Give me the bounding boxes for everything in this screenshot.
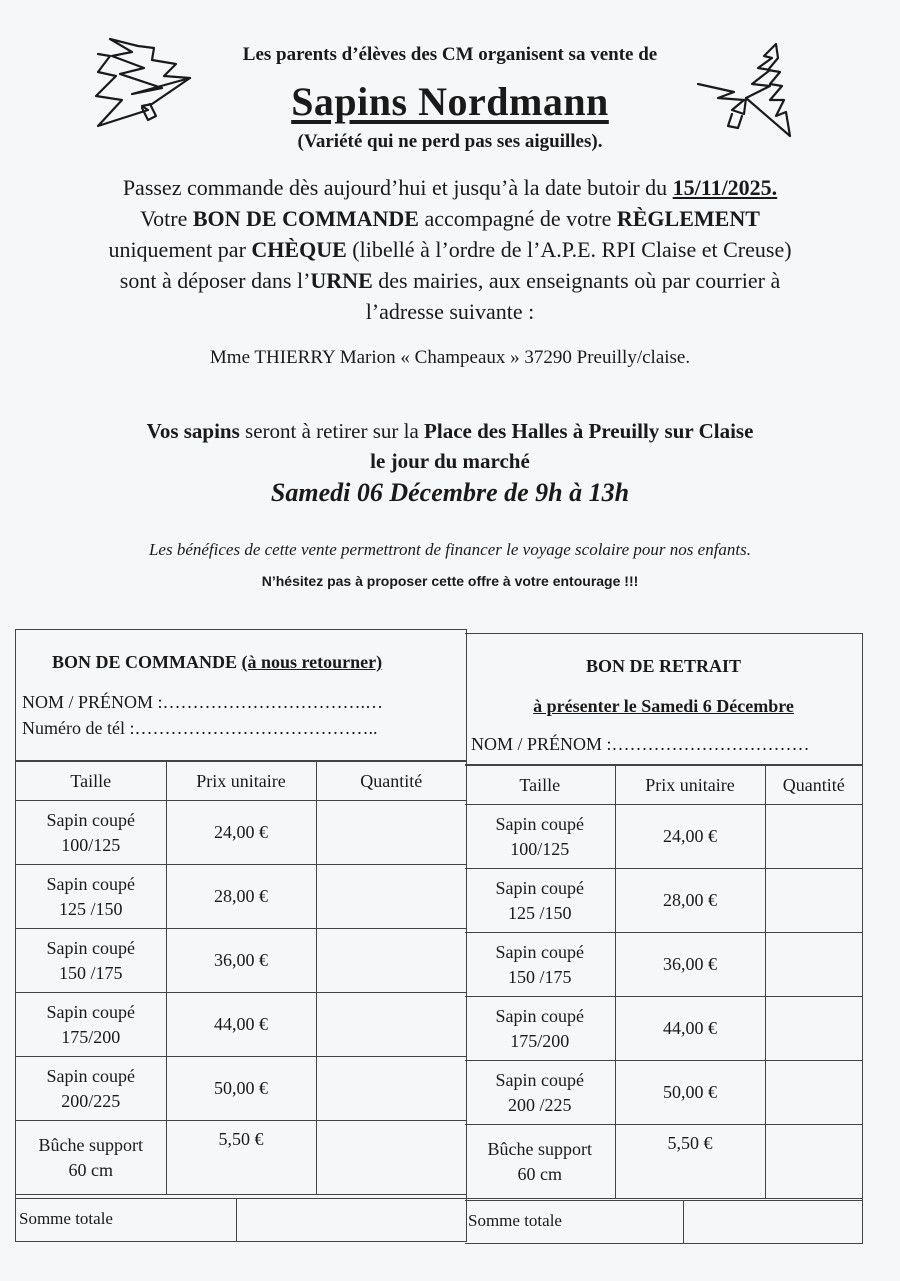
table-row <box>16 1121 466 1195</box>
price-cell: 24,00 € <box>166 801 316 865</box>
pickup-day: le jour du marché <box>370 449 530 473</box>
size-cell <box>16 993 166 1057</box>
size-label: Sapin coupé <box>46 937 135 958</box>
instructions-line1: Passez commande dès aujourd’hui et jusqu’à la date butoir du <box>122 175 673 200</box>
size-cell <box>16 865 166 929</box>
size-range: 150 /175 <box>507 966 572 987</box>
payment-emphasis: RÈGLEMENT <box>616 206 760 231</box>
size-label: Bûche support <box>487 1138 592 1159</box>
order-form-title-note: (à nous retourner) <box>241 652 383 672</box>
size-cell <box>465 805 615 869</box>
quantity-cell[interactable] <box>765 997 862 1061</box>
size-cell <box>465 933 615 997</box>
instructions-text: (libellé à l’ordre de l’A.P.E. RPI Claise et Creuse) <box>346 237 792 262</box>
pickup-date: Samedi 06 Décembre de 9h à 13h <box>270 478 630 507</box>
instructions-text: accompagné de votre <box>418 206 617 231</box>
size-range: 100/125 <box>510 838 570 859</box>
size-range: 150 /175 <box>58 962 123 983</box>
quantity-cell[interactable] <box>765 1061 862 1125</box>
order-form <box>15 629 467 1242</box>
size-label: Sapin coupé <box>46 1065 135 1086</box>
size-range: 125 /150 <box>507 902 572 923</box>
total-label: Somme totale <box>19 1209 113 1228</box>
column-header: Quantité <box>765 766 862 805</box>
size-label: Sapin coupé <box>495 1069 584 1090</box>
price-cell: 28,00 € <box>166 865 316 929</box>
order-form-title <box>52 652 382 673</box>
instructions-text: des mairies, aux enseignants où par courrier à <box>372 268 781 293</box>
order-form-title-text: BON DE COMMANDE <box>52 652 237 672</box>
order-form-header <box>16 630 466 761</box>
size-range: 200 /225 <box>507 1094 572 1115</box>
price-cell: 36,00 € <box>615 933 765 997</box>
column-header: Taille <box>465 766 615 805</box>
quantity-cell[interactable] <box>765 869 862 933</box>
divider <box>236 1199 237 1241</box>
price-cell: 28,00 € <box>615 869 765 933</box>
price-cell: 50,00 € <box>615 1061 765 1125</box>
pickup-total-row <box>465 1200 862 1243</box>
instructions-text: sont à déposer dans l’ <box>119 268 311 293</box>
size-cell <box>465 1061 615 1125</box>
size-range: 200/225 <box>61 1090 121 1111</box>
benefits-note: Les bénéfices de cette vente permettront de financer le voyage scolaire pour nos enfants. <box>148 540 752 559</box>
table-row <box>16 1057 466 1121</box>
size-label: Sapin coupé <box>495 877 584 898</box>
quantity-cell[interactable] <box>316 865 466 929</box>
price-cell: 5,50 € <box>166 1121 316 1195</box>
size-label: Sapin coupé <box>495 813 584 834</box>
size-label: Sapin coupé <box>46 809 135 830</box>
order-table <box>16 761 466 1195</box>
price-cell: 36,00 € <box>166 929 316 993</box>
instructions-text: l’adresse suivante : <box>365 299 535 324</box>
price-cell: 50,00 € <box>166 1057 316 1121</box>
order-form-emphasis: BON DE COMMANDE <box>192 206 419 231</box>
size-label: Bûche support <box>38 1134 143 1155</box>
deadline-date: 15/11/2025. <box>672 175 778 200</box>
size-cell <box>16 929 166 993</box>
quantity-cell[interactable] <box>316 993 466 1057</box>
size-range: 100/125 <box>61 834 121 855</box>
price-cell: 44,00 € <box>166 993 316 1057</box>
size-cell <box>465 869 615 933</box>
size-range: 60 cm <box>68 1159 113 1180</box>
size-range: 60 cm <box>517 1163 562 1184</box>
size-label: Sapin coupé <box>46 1001 135 1022</box>
mailing-address: Mme THIERRY Marion « Champeaux » 37290 Preuilly/claise. <box>209 347 691 368</box>
instructions-text: uniquement par <box>108 237 252 262</box>
column-header: Prix unitaire <box>615 766 765 805</box>
size-label: Sapin coupé <box>495 1005 584 1026</box>
size-range: 175/200 <box>510 1030 570 1051</box>
size-cell <box>16 1057 166 1121</box>
size-cell <box>16 1121 166 1195</box>
instructions-text: Votre <box>140 206 193 231</box>
table-row <box>465 805 862 869</box>
price-cell: 44,00 € <box>615 997 765 1061</box>
pickup-table <box>465 765 862 1199</box>
pickup-form-subtitle <box>465 696 862 717</box>
quantity-cell[interactable] <box>765 1125 862 1199</box>
pickup-text: Vos sapins <box>146 419 240 443</box>
pickup-form <box>465 633 863 1244</box>
table-row <box>465 1061 862 1125</box>
table-row <box>465 997 862 1061</box>
quantity-cell[interactable] <box>316 929 466 993</box>
table-row <box>16 993 466 1057</box>
quantity-cell[interactable] <box>316 801 466 865</box>
share-note: N’hésitez pas à proposer cette offre à votre entourage !!! <box>261 573 639 589</box>
name-field[interactable]: NOM / PRÉNOM :…………………………… <box>471 734 810 754</box>
pickup-info <box>0 416 900 476</box>
price-cell: 24,00 € <box>615 805 765 869</box>
table-header-row <box>16 762 466 801</box>
intro-text: Les parents d’élèves des CM organisent sa vente de <box>242 44 658 65</box>
page-title: Sapins Nordmann <box>291 79 609 124</box>
size-range: 175/200 <box>61 1026 121 1047</box>
table-row <box>465 1125 862 1199</box>
column-header: Prix unitaire <box>166 762 316 801</box>
price-cell: 5,50 € <box>615 1125 765 1199</box>
quantity-cell[interactable] <box>316 1057 466 1121</box>
pickup-form-header <box>465 634 862 765</box>
pickup-location: Place des Halles à Preuilly sur Claise <box>424 419 754 443</box>
column-header: Taille <box>16 762 166 801</box>
instructions-paragraph <box>40 172 860 327</box>
table-row <box>16 929 466 993</box>
size-cell <box>465 997 615 1061</box>
quantity-cell[interactable] <box>765 933 862 997</box>
table-row <box>465 933 862 997</box>
table-row <box>16 801 466 865</box>
table-header-row <box>465 766 862 805</box>
size-label: Sapin coupé <box>46 873 135 894</box>
table-row <box>16 865 466 929</box>
quantity-cell[interactable] <box>765 805 862 869</box>
order-total-row <box>16 1198 466 1241</box>
cheque-emphasis: CHÈQUE <box>251 237 347 262</box>
urn-emphasis: URNE <box>310 268 373 293</box>
pickup-text: seront à retirer sur la <box>239 419 425 443</box>
pickup-form-title: BON DE RETRAIT <box>585 656 742 676</box>
divider <box>683 1201 684 1243</box>
size-cell <box>465 1125 615 1199</box>
size-label: Sapin coupé <box>495 941 584 962</box>
column-header: Quantité <box>316 762 466 801</box>
name-field[interactable]: NOM / PRÉNOM :…………………………….… <box>22 692 384 712</box>
size-cell <box>16 801 166 865</box>
total-label: Somme totale <box>468 1211 562 1230</box>
table-row <box>465 869 862 933</box>
subtitle: (Variété qui ne perd pas ses aiguilles). <box>297 131 603 152</box>
pickup-form-subtitle-text: à présenter le Samedi 6 Décembre <box>533 696 794 716</box>
phone-field[interactable]: Numéro de tél :………………………………….. <box>22 718 378 738</box>
quantity-cell[interactable] <box>316 1121 466 1195</box>
size-range: 125 /150 <box>58 898 123 919</box>
